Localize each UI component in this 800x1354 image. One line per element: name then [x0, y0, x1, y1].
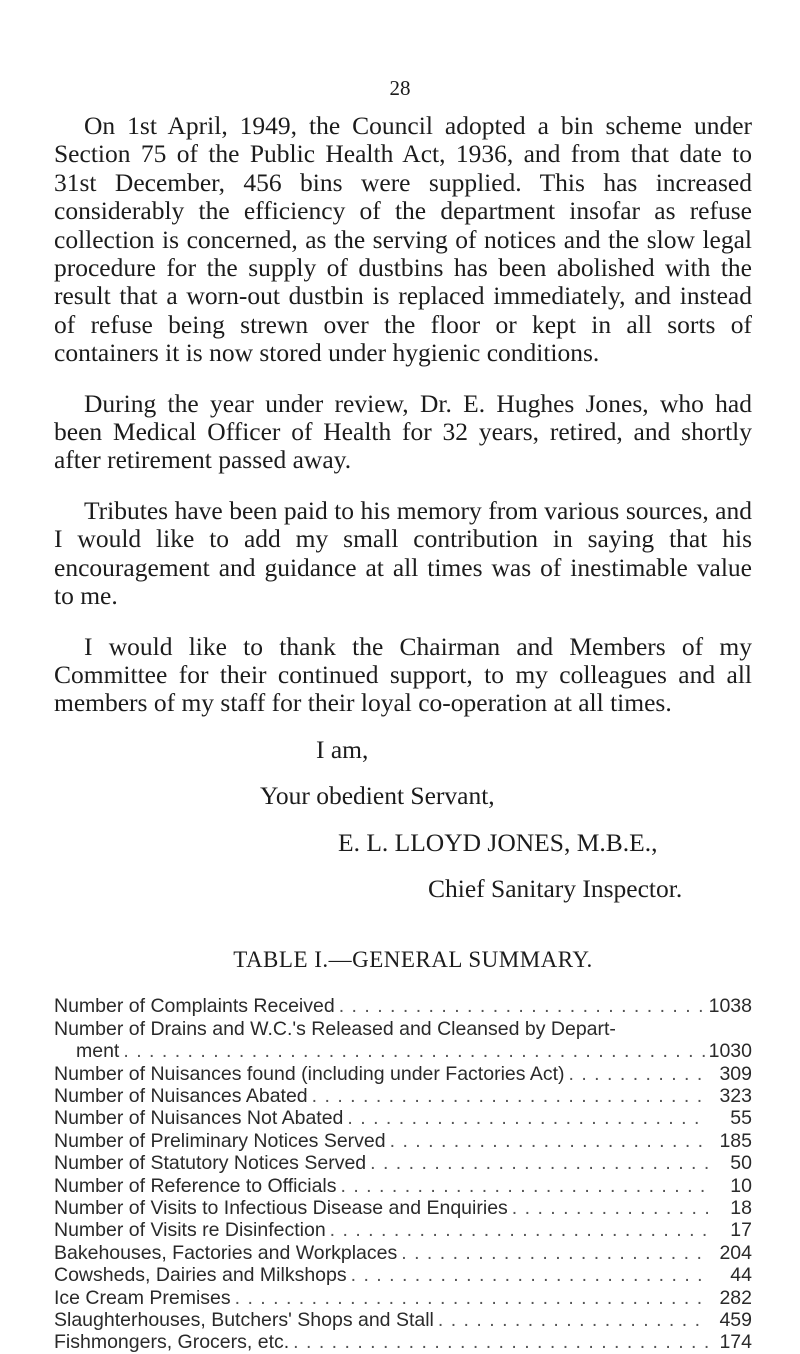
table-row	[54, 1018, 752, 1063]
row-value: 1030	[708, 1040, 752, 1063]
leader-dots	[337, 1175, 708, 1197]
row-value: 459	[719, 1309, 752, 1332]
row-value: 204	[719, 1241, 752, 1264]
leader-dots	[335, 995, 708, 1017]
table-row	[54, 1063, 752, 1085]
table-row	[54, 1130, 752, 1152]
table-row	[54, 1242, 752, 1264]
row-label-continued: ment	[76, 1040, 120, 1063]
row-label: Cowsheds, Dairies and Milkshops	[54, 1264, 347, 1287]
row-label: Number of Preliminary Notices Served	[54, 1129, 386, 1152]
row-label: Number of Visits to Infectious Disease and Enquiries	[54, 1197, 508, 1219]
leader-dots	[397, 1242, 708, 1264]
row-label: Number of Nuisances Abated	[54, 1084, 308, 1107]
leader-dots	[289, 1331, 708, 1353]
row-label: Fishmongers, Grocers, etc.	[54, 1331, 290, 1354]
row-value: 50	[730, 1152, 752, 1175]
leader-dots	[386, 1130, 708, 1152]
row-value: 185	[719, 1129, 752, 1152]
row-continuation	[54, 1040, 752, 1062]
letter-closing	[54, 736, 752, 904]
leader-dots	[343, 1107, 708, 1129]
paragraph-tributes: Tributes have been paid to his memory from various sources, and I would like to add my small contribution in saying that his encouragement and guidance at all times was of inestimable value to me.	[54, 495, 752, 611]
row-first-line	[54, 1018, 752, 1040]
signatory-title: Chief Sanitary Inspector.	[428, 873, 683, 903]
leader-dots	[565, 1063, 708, 1085]
page-number: 28	[389, 76, 411, 100]
summary-table	[54, 995, 752, 1354]
row-value: 44	[730, 1264, 752, 1287]
row-label: Number of Statutory Notices Served	[54, 1152, 367, 1175]
table-row	[54, 1197, 752, 1219]
leader-dots	[508, 1197, 708, 1219]
table-title: TABLE I.—GENERAL SUMMARY.	[233, 947, 593, 973]
leader-dots	[231, 1287, 708, 1309]
table-row	[54, 1331, 752, 1353]
row-value: 55	[730, 1107, 752, 1130]
table-row	[54, 1107, 752, 1129]
leader-dots	[119, 1040, 708, 1062]
row-value: 309	[719, 1062, 752, 1085]
closing-servant: Your obedient Servant,	[260, 781, 495, 811]
signatory-name: E. L. LLOYD JONES, M.B.E.,	[338, 827, 658, 857]
row-label: Number of Drains and W.C.'s Released and Cleansed by Depart-	[54, 1017, 616, 1040]
closing-i-am: I am,	[316, 734, 369, 764]
row-value: 17	[730, 1219, 752, 1242]
leader-dots	[366, 1152, 708, 1174]
leader-dots	[347, 1264, 708, 1286]
paragraph-bin-scheme: On 1st April, 1949, the Council adopted a bin scheme under Section 75 of the Public Health Act, 1936, and from that date to 31st December, 456 bins were supplied. This has increased considerably the efficiency of the department insofar as refuse collection is concerned, as the serving of notices and the slow legal procedure for the supply of dustbins has been abolished with the result that a worn-out dustbin is replaced immediately, and instead of refuse being strewn over the floor or kept in all sorts of containers it is now stored under hygienic conditions.	[54, 111, 752, 368]
table-row	[54, 995, 752, 1017]
leader-dots	[326, 1219, 708, 1241]
body-text	[54, 112, 752, 1354]
table-row	[54, 1287, 752, 1309]
row-label: Number of Nuisances Not Abated	[54, 1107, 344, 1130]
row-value: 10	[730, 1174, 752, 1197]
row-value: 282	[719, 1286, 752, 1309]
leader-dots	[434, 1309, 708, 1331]
row-value: 174	[719, 1331, 752, 1354]
row-value: 1038	[708, 995, 752, 1018]
row-value: 323	[719, 1084, 752, 1107]
row-label: Number of Complaints Received	[54, 995, 335, 1018]
table-row	[54, 1219, 752, 1241]
row-label: Slaughterhouses, Butchers' Shops and Stall	[54, 1309, 434, 1332]
row-label: Number of Visits re Disinfection	[54, 1219, 326, 1242]
table-row	[54, 1264, 752, 1286]
table-row	[54, 1175, 752, 1197]
row-value: 18	[730, 1197, 752, 1219]
table-row	[54, 1309, 752, 1331]
paragraph-medical-officer: During the year under review, Dr. E. Hughes Jones, who had been Medical Officer of Health for 32 years, retired, and shortly after retirement passed away.	[54, 388, 752, 475]
table-row	[54, 1152, 752, 1174]
leader-dots	[308, 1085, 708, 1107]
paragraph-thanks: I would like to thank the Chairman and Members of my Committee for their continued support, to my colleagues and all members of my staff for their loyal co-operation at all times.	[54, 631, 752, 718]
row-label: Ice Cream Premises	[54, 1286, 231, 1309]
row-label: Bakehouses, Factories and Workplaces	[54, 1241, 398, 1264]
row-label: Number of Reference to Officials	[54, 1174, 337, 1197]
row-label: Number of Nuisances found (including under Factories Act)	[54, 1062, 565, 1085]
table-row	[54, 1085, 752, 1107]
